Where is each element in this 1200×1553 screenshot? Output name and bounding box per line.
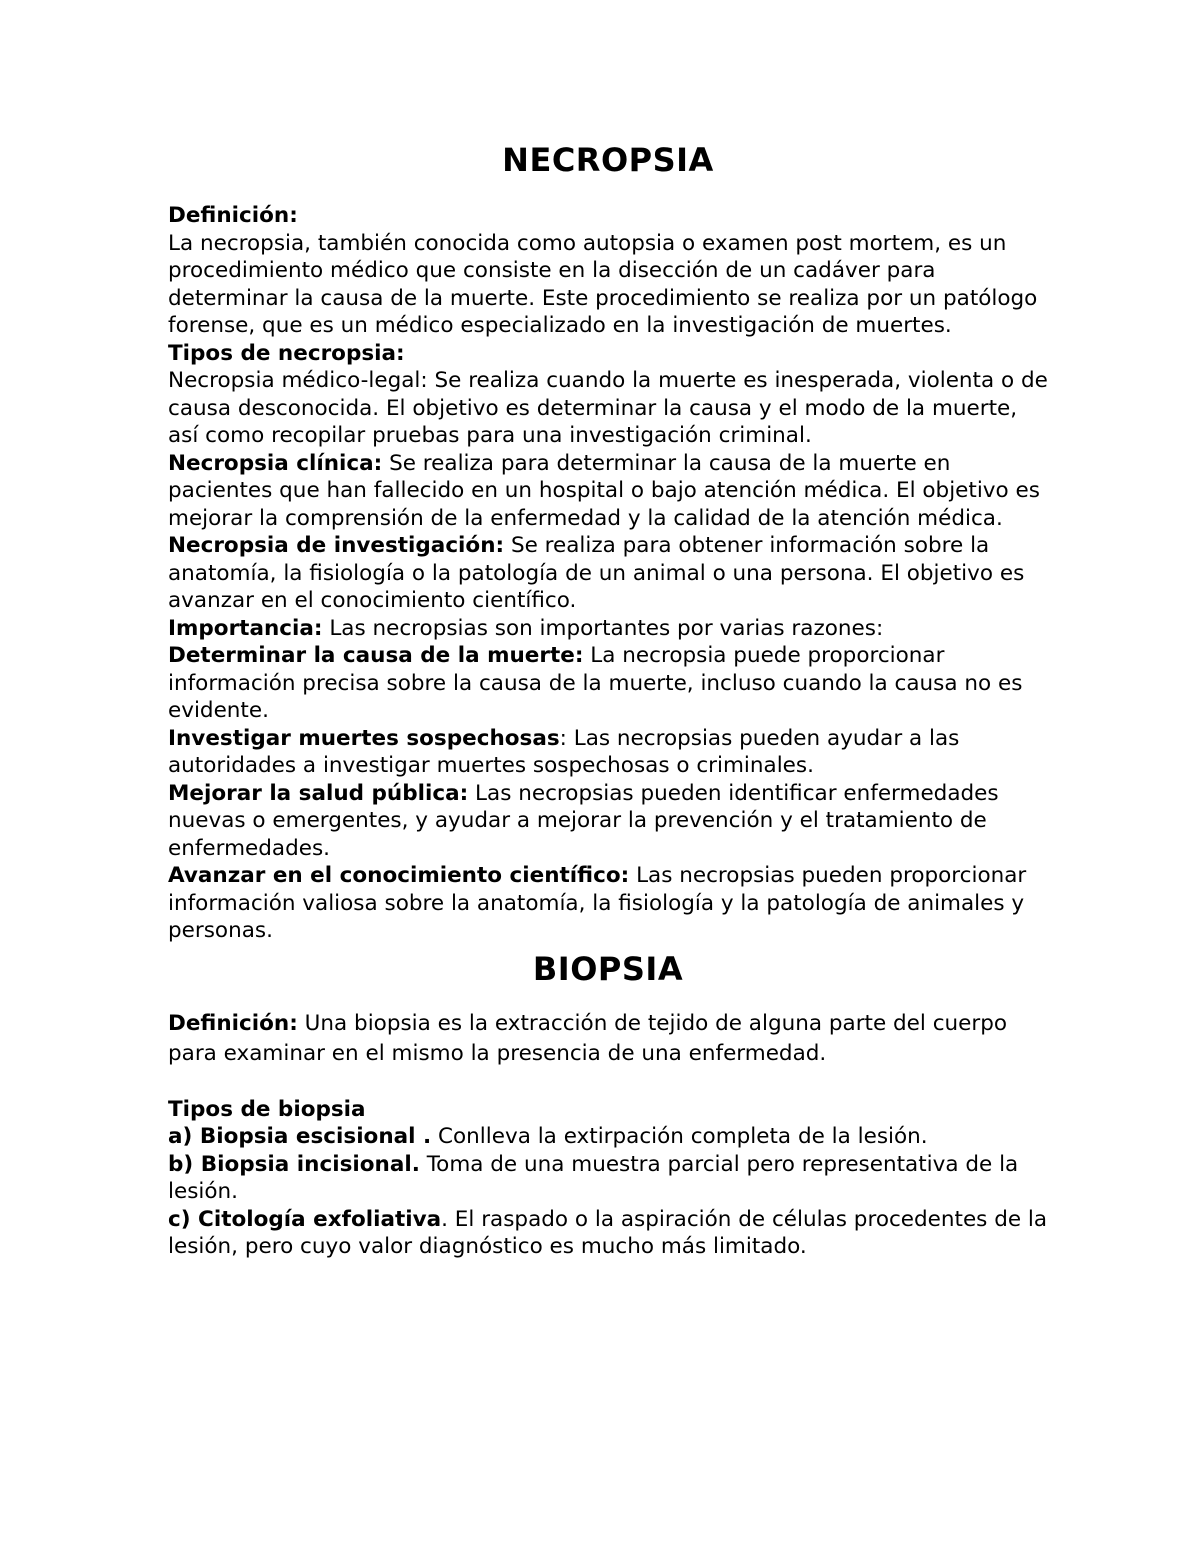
necropsia-title: NECROPSIA xyxy=(502,141,714,179)
necropsia-tipo-paragraph xyxy=(168,532,1048,615)
necropsia-razon-text: Las necropsias pueden identificar enfermedades nuevas o emergentes, y ayudar a mejorar la prevención y el tratamiento de enfermedades. xyxy=(168,780,999,861)
necropsia-tipo-text: Se realiza para determinar la causa de la muerte en pacientes que han fallecido en un hospital o bajo atención médica. El objetivo es mejorar la comprensión de la enfermedad y la calidad de la atención médica. xyxy=(168,450,1040,531)
necropsia-tipos-label: Tipos de necropsia: xyxy=(168,340,405,366)
biopsia-definicion-text: Una biopsia es la extracción de tejido de alguna parte del cuerpo para examinar en el mismo la presencia de una enfermedad. xyxy=(168,1010,1008,1066)
necropsia-razon-label: Avanzar en el conocimiento científico: xyxy=(168,863,630,888)
necropsia-razon-paragraph xyxy=(168,642,1048,725)
necropsia-definicion-label: Definición: xyxy=(168,203,298,228)
necropsia-tipo-paragraph xyxy=(168,367,1048,450)
necropsia-razon-label: Investigar muertes sospechosas xyxy=(168,725,560,751)
necropsia-tipo-text: Se realiza para obtener información sobre la anatomía, la fisiología o la patología de un animal o una persona. El objetivo es avanzar en el conocimiento científico. xyxy=(168,533,1025,613)
necropsia-definicion-text: La necropsia, también conocida como autopsia o examen post mortem, es un procedimiento médico que consiste en la disección de un cadáver para determinar la causa de la muerte. Este procedimiento se realiza por un patólogo forense, que es un médico especializado en la investigación de muertes. xyxy=(168,230,1038,338)
necropsia-razon-text: La necropsia puede proporcionar información precisa sobre la causa de la muerte, incluso cuando la causa no es evidente. xyxy=(168,643,1023,723)
necropsia-razon-label: Determinar la causa de la muerte: xyxy=(168,643,584,668)
biopsia-title: BIOPSIA xyxy=(532,949,684,988)
necropsia-razon-text: Las necropsias pueden proporcionar información valiosa sobre la anatomía, la fisiología y la patología de animales y personas. xyxy=(168,863,1027,943)
necropsia-importancia-label: Importancia: xyxy=(168,615,323,641)
paragraph-spacer xyxy=(168,1069,1048,1096)
biopsia-tipo-label: c) Citología exfoliativa xyxy=(168,1206,442,1232)
necropsia-tipo-text: Necropsia médico-legal: Se realiza cuando la muerte es inesperada, violenta o de causa desconocida. El objetivo es determinar la causa y el modo de la muerte, así como recopilar pruebas para una investigación criminal. xyxy=(168,368,1048,448)
biopsia-tipos-label: Tipos de biopsia xyxy=(168,1096,366,1122)
document-page xyxy=(168,140,1048,1261)
necropsia-tipo-label: Necropsia de investigación: xyxy=(168,533,505,558)
necropsia-razon-paragraph xyxy=(168,725,1048,780)
necropsia-razon-text: : Las necropsias pueden ayudar a las autoridades a investigar muertes sospechosas o criminales. xyxy=(168,725,960,778)
necropsia-importancia-paragraph xyxy=(168,615,1048,643)
biopsia-tipo-text: Conlleva la extirpación completa de la lesión. xyxy=(431,1124,928,1149)
biopsia-tipo-paragraph xyxy=(168,1206,1048,1261)
biopsia-tipo-label: b) Biopsia incisional. xyxy=(168,1151,420,1177)
biopsia-tipo-text: Toma de una muestra parcial pero representativa de la lesión. xyxy=(168,1151,1019,1204)
biopsia-definicion-label: Definición: xyxy=(168,1010,298,1036)
biopsia-tipo-paragraph xyxy=(168,1123,1048,1151)
biopsia-tipo-text: . El raspado o la aspiración de células procedentes de la lesión, pero cuyo valor diagnóstico es mucho más limitado. xyxy=(168,1206,1048,1259)
biopsia-tipo-paragraph xyxy=(168,1151,1048,1206)
necropsia-razon-paragraph xyxy=(168,862,1048,945)
necropsia-razon-label: Mejorar la salud pública: xyxy=(168,780,469,806)
necropsia-importancia-text: Las necropsias son importantes por varias razones: xyxy=(322,615,884,641)
necropsia-tipo-paragraph xyxy=(168,450,1048,533)
biopsia-definicion-paragraph xyxy=(168,1009,1048,1069)
necropsia-tipo-label: Necropsia clínica: xyxy=(168,450,383,476)
necropsia-razon-paragraph xyxy=(168,780,1048,863)
biopsia-tipo-label: a) Biopsia escisional . xyxy=(168,1124,432,1149)
